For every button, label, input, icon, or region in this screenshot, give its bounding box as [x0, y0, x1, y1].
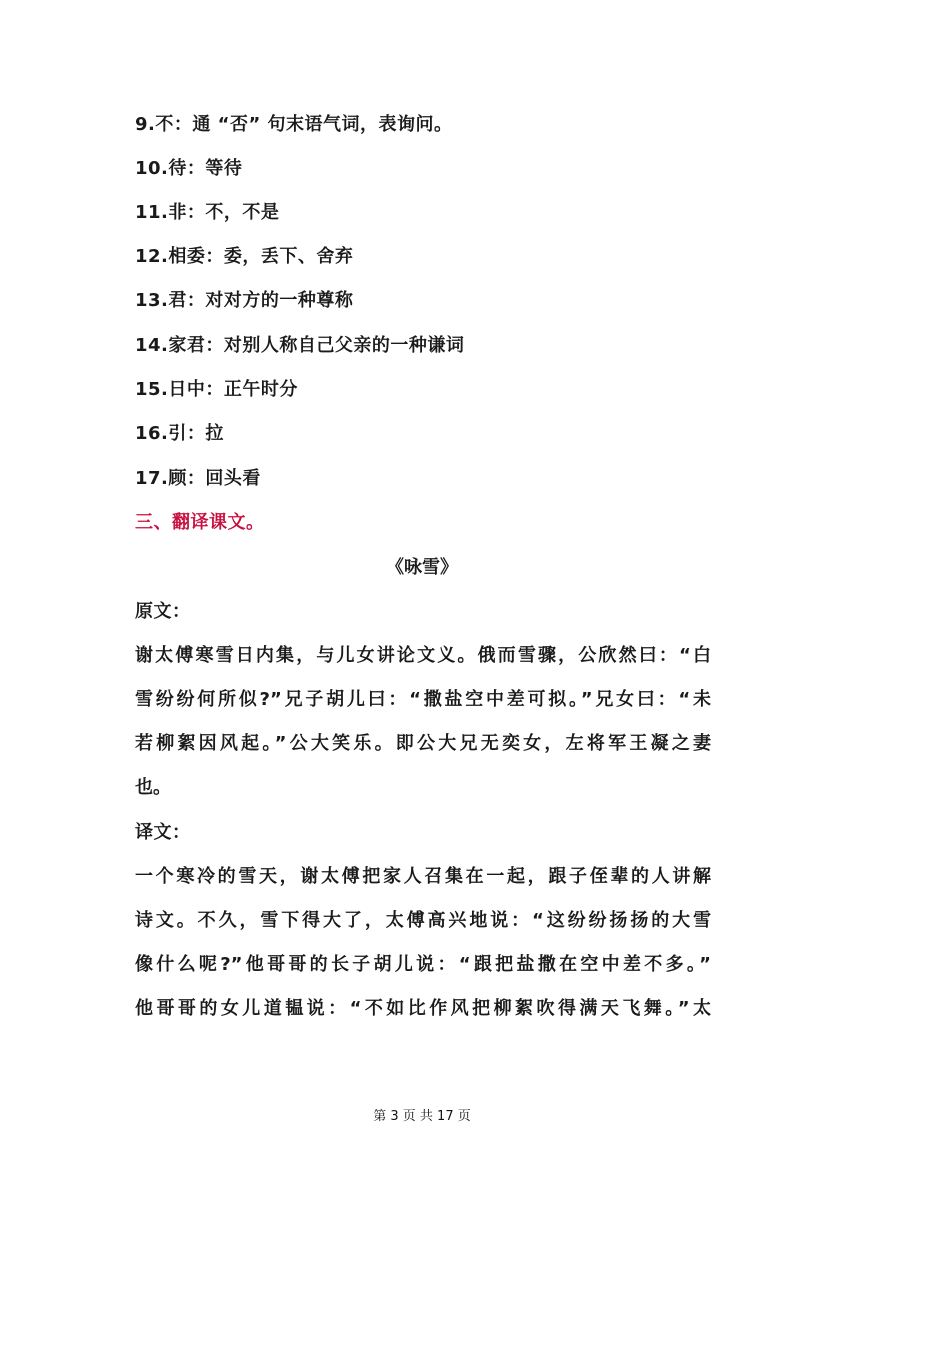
definition-item-13: 13.君：对对方的一种尊称 [135, 290, 354, 311]
translation-label: 译文： [135, 822, 191, 843]
page-footer: 第 3 页 共 17 页 [373, 1109, 471, 1124]
original-line: 若柳絮因风起。”公大笑乐。即公大兄无奕女，左将军王凝之妻 [135, 733, 711, 754]
original-paragraph [135, 644, 711, 820]
definition-item-16: 16.引：拉 [135, 423, 224, 444]
translation-paragraph [135, 865, 711, 1041]
translation-line: 诗文。不久，雪下得大了，太傅高兴地说：“这纷纷扬扬的大雪 [135, 910, 711, 931]
text-title: 《咏雪》 [386, 557, 458, 578]
translation-line: 像什么呢?”他哥哥的长子胡儿说：“跟把盐撒在空中差不多。” [135, 954, 711, 975]
definition-item-14: 14.家君：对别人称自己父亲的一种谦词 [135, 335, 465, 356]
definition-item-15: 15.日中：正午时分 [135, 379, 298, 400]
definition-item-17: 17.顾：回头看 [135, 468, 261, 489]
translation-line: 一个寒冷的雪天，谢太傅把家人召集在一起，跟子侄辈的人讲解 [135, 866, 711, 887]
original-label: 原文： [135, 601, 191, 622]
section-heading: 三、翻译课文。 [135, 512, 265, 533]
original-line: 谢太傅寒雪日内集，与儿女讲论文义。俄而雪骤，公欣然曰：“白 [135, 645, 711, 666]
definition-item-12: 12.相委：委，丢下、舍弃 [135, 246, 354, 267]
definition-item-10: 10.待：等待 [135, 158, 243, 179]
definition-item-9: 9.不：通 “否” 句末语气词，表询问。 [135, 114, 453, 135]
original-line: 也。 [135, 777, 171, 798]
translation-line: 他哥哥的女儿道韫说：“不如比作风把柳絮吹得满天飞舞。”太 [135, 998, 711, 1019]
original-line: 雪纷纷何所似?”兄子胡儿曰：“撒盐空中差可拟。”兄女曰：“未 [135, 689, 711, 710]
definition-item-11: 11.非：不，不是 [135, 202, 280, 223]
